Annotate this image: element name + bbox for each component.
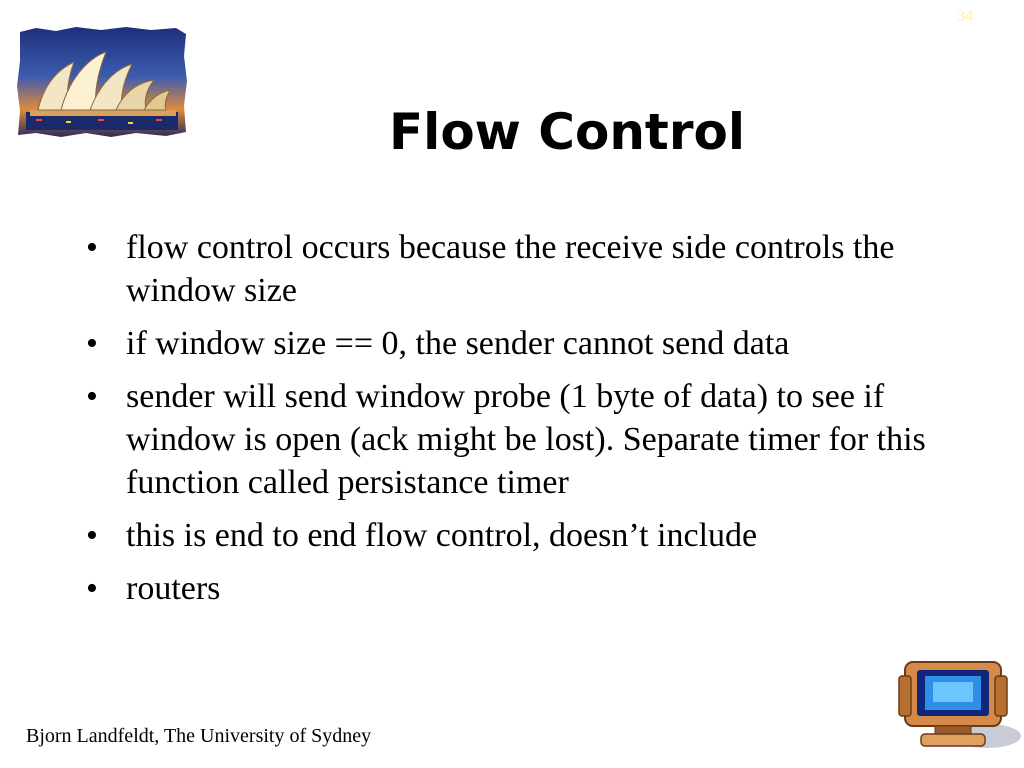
bullet-symbol: • — [86, 517, 98, 554]
bullet-item — [86, 375, 936, 504]
bullet-text: if window size == 0, the sender cannot send data — [126, 325, 790, 362]
slide-title: Flow Control — [389, 103, 745, 161]
bullet-item — [86, 226, 936, 312]
bullet-list — [86, 226, 936, 620]
bullet-item — [86, 567, 936, 610]
bullet-text: flow control occurs because the receive side controls the window size — [126, 229, 895, 309]
bullet-symbol: • — [86, 325, 98, 362]
sydney-opera-house-icon — [16, 26, 188, 138]
computer-monitor-icon — [895, 656, 1024, 756]
bullet-text: sender will send window probe (1 byte of data) to see if window is open (ack might be lost). Separate timer for this function called persistance timer — [126, 378, 926, 501]
bullet-symbol: • — [86, 570, 98, 607]
bullet-symbol: • — [86, 229, 98, 266]
page-number: 34 — [957, 8, 973, 25]
bullet-text: routers — [126, 570, 221, 607]
bullet-text: this is end to end flow control, doesn’t include — [126, 517, 758, 554]
bullet-item — [86, 322, 936, 365]
bullet-symbol: • — [86, 378, 98, 415]
footer-credit: Bjorn Landfeldt, The University of Sydney — [26, 725, 372, 747]
bullet-item — [86, 514, 936, 557]
